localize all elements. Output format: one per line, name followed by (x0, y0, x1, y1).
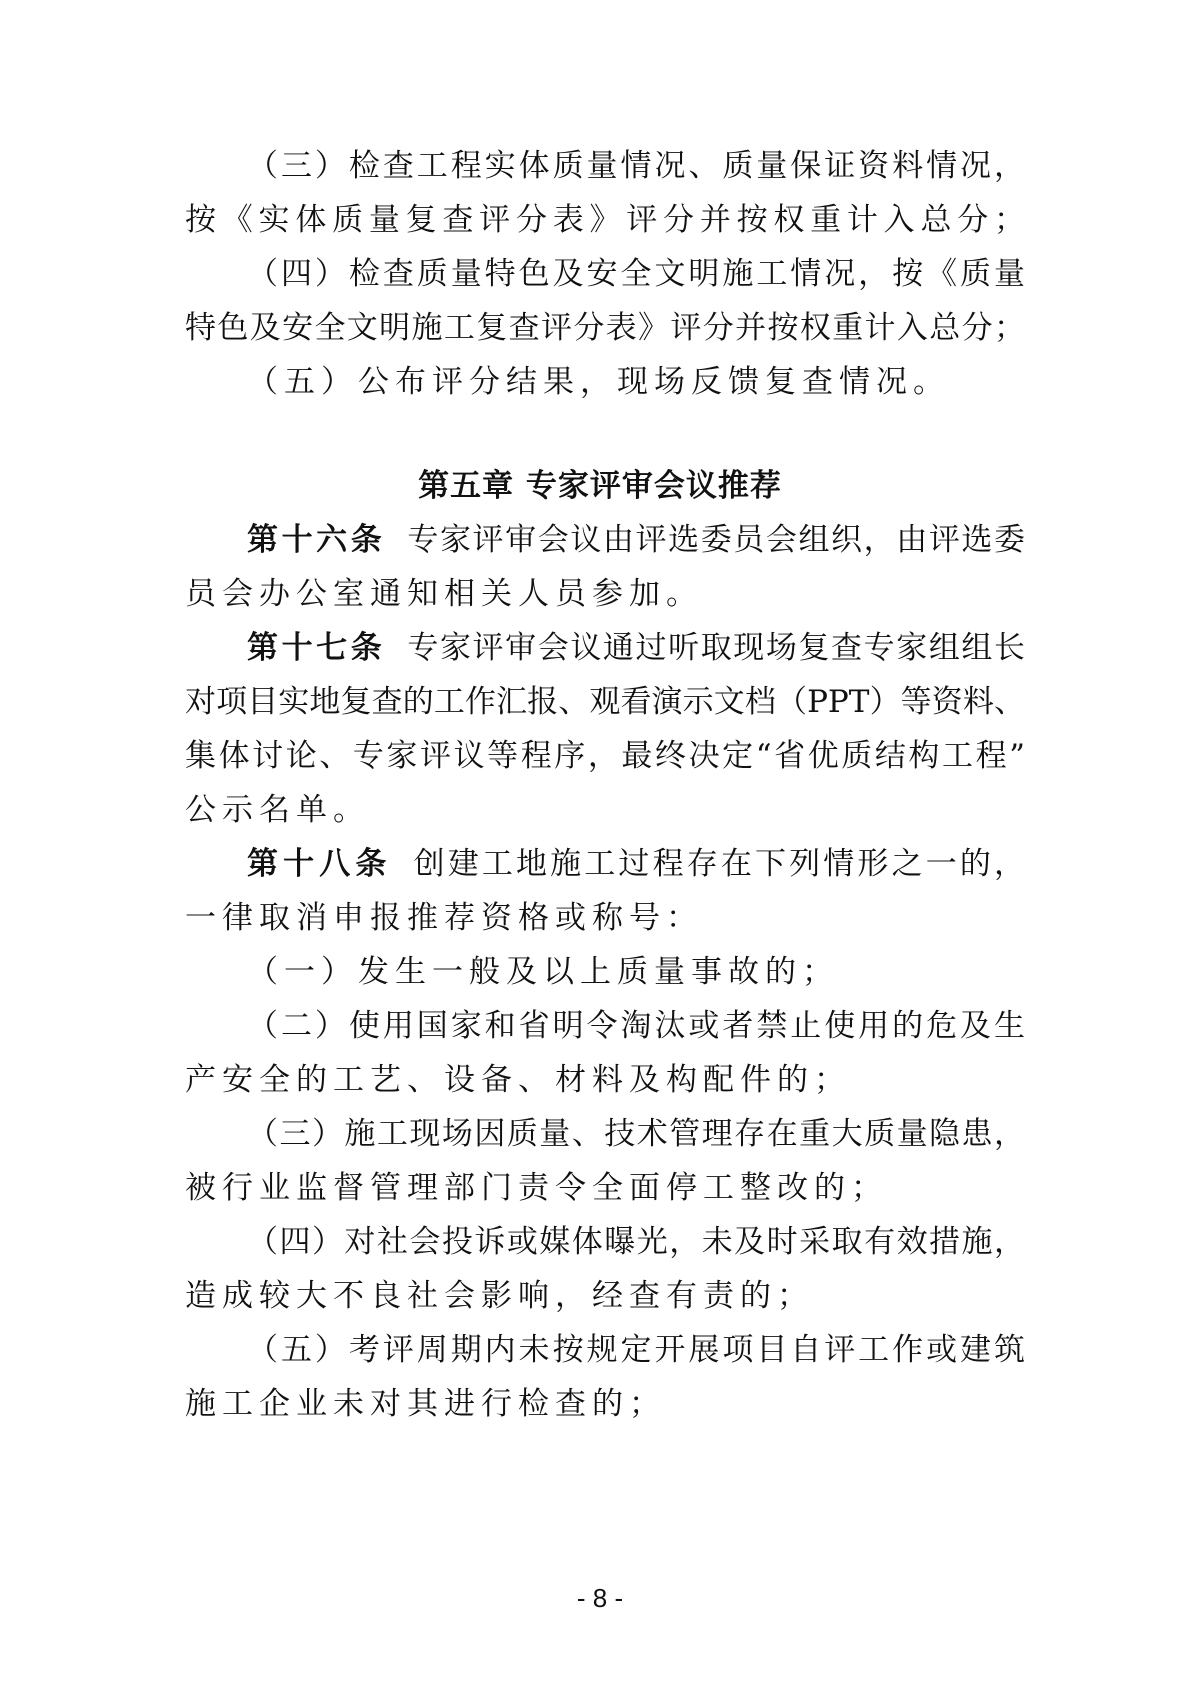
article18-item3-cont: 被行业监督管理部门责令全面停工整改的； (185, 1170, 888, 1206)
article17-text1: 专家评审会议通过听取现场复查专家组组长 (407, 630, 1026, 666)
article18-item4-cont: 造成较大不良社会影响，经查有责的； (185, 1278, 814, 1314)
article18-item5-cont: 施工企业未对其进行检查的； (185, 1386, 666, 1422)
article18-item2-cont: 产安全的工艺、设备、材料及构配件的； (185, 1062, 851, 1098)
article18-item5: （五）考评周期内未按规定开展项目自评工作或建筑 (247, 1332, 1025, 1368)
article17-label: 第十七条 (247, 630, 386, 666)
page-number: - 8 - (576, 1583, 624, 1613)
article18-item2: （二）使用国家和省明令淘汰或者禁止使用的危及生 (247, 1008, 1025, 1044)
article18-line2: 一律取消申报推荐资格或称号： (185, 900, 703, 936)
article18-text1: 创建工地施工过程存在下列情形之一的， (413, 846, 1026, 882)
section-line-5: （五）公布评分结果，现场反馈复查情况。 (247, 364, 950, 400)
article17-line3: 集体讨论、专家评议等程序，最终决定“省优质结构工程” (185, 738, 1025, 774)
article16-line1 (247, 520, 1025, 560)
section-line-4: （四）检查质量特色及安全文明施工情况，按《质量 (247, 256, 1025, 292)
section-line-3-cont: 按《实体质量复查评分表》评分并按权重计入总分； (185, 202, 1025, 238)
article18-label: 第十八条 (247, 846, 392, 882)
article17-line1 (247, 628, 1025, 668)
chapter-title: 第五章 专家评审会议推荐 (418, 468, 782, 504)
article18-item1: （一）发生一般及以上质量事故的； (247, 954, 839, 990)
article18-item3: （三）施工现场因质量、技术管理存在重大质量隐患， (247, 1116, 1025, 1152)
article16-label: 第十六条 (247, 522, 386, 558)
article16-line2: 员会办公室通知相关人员参加。 (185, 576, 703, 612)
article18-line1 (247, 844, 1025, 884)
section-line-3: （三）检查工程实体质量情况、质量保证资料情况， (247, 148, 1025, 184)
section-line-4-cont: 特色及安全文明施工复查评分表》评分并按权重计入总分； (185, 310, 1025, 346)
article18-item4: （四）对社会投诉或媒体曝光，未及时采取有效措施， (247, 1224, 1025, 1260)
article17-line4: 公示名单。 (185, 792, 370, 828)
article16-text1: 专家评审会议由评选委员会组织，由评选委 (407, 522, 1026, 558)
article17-line2: 对项目实地复查的工作汇报、观看演示文档（PPT）等资料、 (185, 684, 1025, 720)
